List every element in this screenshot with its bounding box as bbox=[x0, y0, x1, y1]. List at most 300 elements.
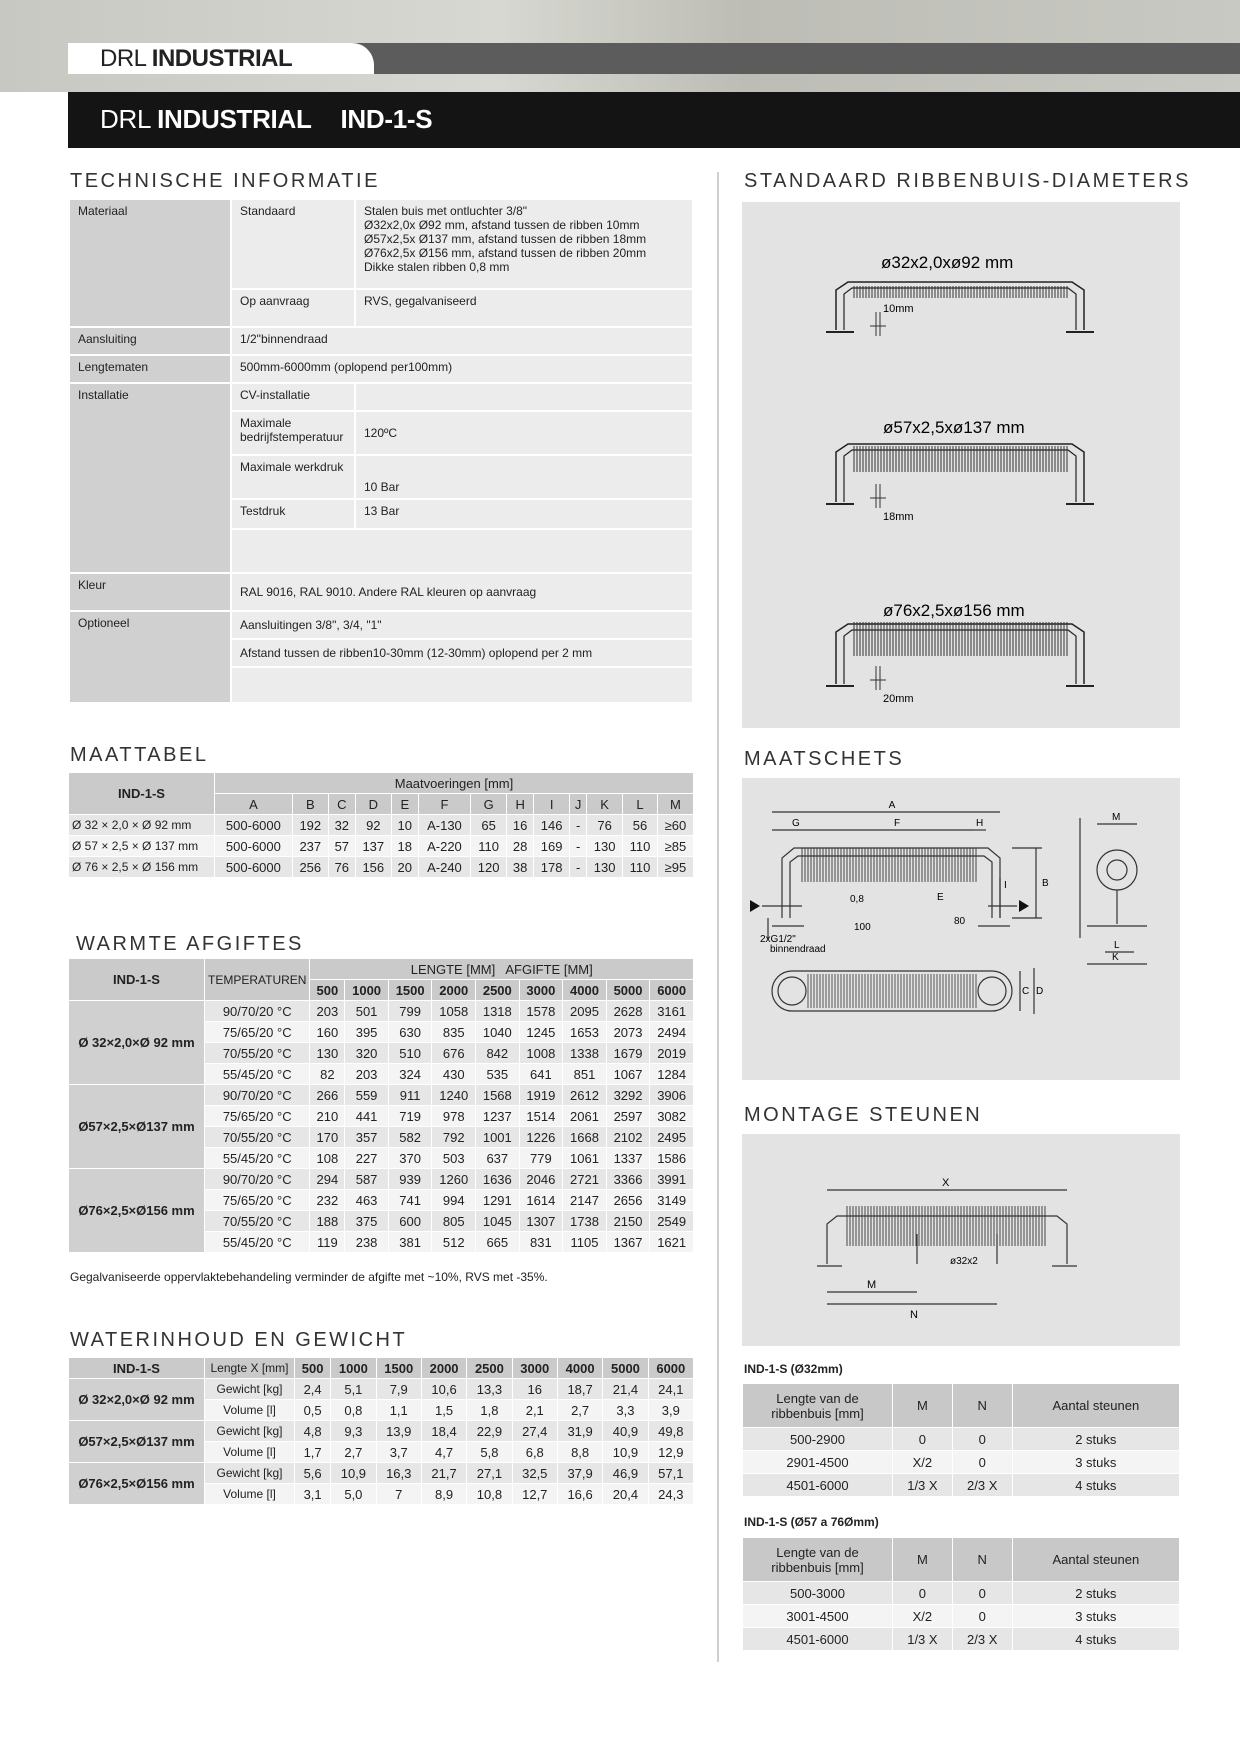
maattabel-col-header: I bbox=[534, 794, 570, 815]
maattabel-col-header: F bbox=[418, 794, 470, 815]
maatschets-fins bbox=[802, 848, 976, 882]
water-volume-cell: 8,9 bbox=[421, 1484, 466, 1505]
label-fin: 0,8 bbox=[850, 894, 864, 905]
warmte-cell: 1318 bbox=[476, 1001, 520, 1022]
side-view-inner bbox=[1107, 860, 1127, 880]
water-volume-cell: 6,8 bbox=[512, 1442, 557, 1463]
radiator-frame-inner bbox=[844, 450, 1076, 502]
warmte-cell: 1679 bbox=[606, 1043, 650, 1064]
warmte-cell: 160 bbox=[310, 1022, 345, 1043]
maattabel-col-header: G bbox=[471, 794, 507, 815]
water-volume-cell: 1,1 bbox=[376, 1400, 421, 1421]
warmte-cell: 1668 bbox=[563, 1127, 607, 1148]
montage-caption-2: IND-1-S (Ø57 a 76Ømm) bbox=[744, 1515, 879, 1529]
water-row bbox=[69, 1463, 694, 1484]
warmte-cell: 978 bbox=[432, 1106, 476, 1127]
spacing-label-2: 18mm bbox=[883, 511, 914, 523]
warmte-temp: 70/55/20 °C bbox=[205, 1211, 310, 1232]
warmte-cell: 3366 bbox=[606, 1169, 650, 1190]
spacing-label-1: 10mm bbox=[883, 303, 914, 315]
maattabel-cell: 256 bbox=[292, 857, 328, 878]
water-volume-cell: 8,8 bbox=[557, 1442, 602, 1463]
montage-t1-cell: 0 bbox=[952, 1451, 1012, 1474]
warmte-cell: 2656 bbox=[606, 1190, 650, 1211]
warmte-cell: 1061 bbox=[563, 1148, 607, 1169]
warmte-cell: 3161 bbox=[650, 1001, 694, 1022]
montage-drawing bbox=[742, 1134, 1180, 1346]
label-i: I bbox=[1004, 880, 1007, 891]
montage-t1-cell: 4 stuks bbox=[1012, 1474, 1179, 1497]
montage-t2-row bbox=[743, 1605, 1180, 1628]
radiator-frame-inner bbox=[844, 288, 1076, 330]
warmte-row bbox=[69, 1001, 694, 1022]
ribbenbuis-panel bbox=[742, 202, 1180, 728]
water-gewicht-cell: 16,3 bbox=[376, 1463, 421, 1484]
maattabel-cell: A-220 bbox=[418, 836, 470, 857]
brand-light: DRL bbox=[100, 45, 146, 72]
water-gewicht-cell: 10,6 bbox=[421, 1379, 466, 1400]
water-volume-cell: 4,7 bbox=[421, 1442, 466, 1463]
montage-t1-cell: 0 bbox=[893, 1428, 953, 1451]
water-gewicht-cell: 21,4 bbox=[603, 1379, 648, 1400]
water-gewicht-label: Gewicht [kg] bbox=[205, 1463, 295, 1484]
maattabel-group-header: Maatvoeringen [mm] bbox=[215, 773, 694, 794]
warmte-cell: 842 bbox=[476, 1043, 520, 1064]
diameter-label-3: ø76x2,5xø156 mm bbox=[883, 601, 1025, 620]
warmte-cell: 130 bbox=[310, 1043, 345, 1064]
warmte-cell: 1067 bbox=[606, 1064, 650, 1085]
section-title-ribbenbuis: STANDAARD RIBBENBUIS-DIAMETERS bbox=[744, 170, 1191, 192]
water-volume-cell: 1,8 bbox=[467, 1400, 512, 1421]
warmte-cell: 1237 bbox=[476, 1106, 520, 1127]
warmte-col-header: 1500 bbox=[388, 980, 432, 1001]
maattabel-cell: 16 bbox=[507, 815, 534, 836]
water-gewicht-label: Gewicht [kg] bbox=[205, 1379, 295, 1400]
warmte-group-header: LENGTE [MM] AFGIFTE [MM] bbox=[310, 959, 694, 980]
tech-standaard-value bbox=[355, 199, 693, 289]
maattabel-col-header: C bbox=[328, 794, 355, 815]
warmte-cell: 203 bbox=[345, 1064, 389, 1085]
maattabel-col-header: M bbox=[657, 794, 693, 815]
tech-optioneel-1: Aansluitingen 3/8", 3/4, "1" bbox=[231, 611, 693, 639]
montage-table-1 bbox=[742, 1383, 1180, 1497]
montage-fins bbox=[847, 1206, 1045, 1246]
warmte-cell: 799 bbox=[388, 1001, 432, 1022]
warmte-cell: 1338 bbox=[563, 1043, 607, 1064]
tech-label-max-temp: Maximale bedrijfstemperatuur bbox=[231, 411, 355, 455]
arrow-out-head bbox=[1019, 900, 1029, 912]
water-col-header: 4000 bbox=[557, 1358, 602, 1379]
section-title-technische: TECHNISCHE INFORMATIE bbox=[70, 170, 380, 192]
maattabel-cell: 156 bbox=[355, 857, 391, 878]
radiator-frame bbox=[836, 444, 1084, 502]
radiator-drawing-1 bbox=[826, 282, 1094, 336]
montage-t2-header: Aantal steunen bbox=[1012, 1538, 1179, 1582]
warmte-temp: 90/70/20 °C bbox=[205, 1001, 310, 1022]
label-conn-2: binnendraad bbox=[770, 944, 826, 955]
maattabel-cell: 20 bbox=[391, 857, 418, 878]
maattabel-cell: 192 bbox=[292, 815, 328, 836]
montage-t1-cell: 2 stuks bbox=[1012, 1428, 1179, 1451]
water-volume-label: Volume [l] bbox=[205, 1442, 295, 1463]
tech-label-max-druk: Maximale werkdruk bbox=[231, 455, 355, 499]
montage-t2-cell: 0 bbox=[893, 1582, 953, 1605]
maattabel-row-label: Ø 57 × 2,5 × Ø 137 mm bbox=[69, 836, 215, 857]
montage-t2-cell: 0 bbox=[952, 1582, 1012, 1605]
warmte-cell: 911 bbox=[388, 1085, 432, 1106]
tech-label-kleur: Kleur bbox=[69, 573, 231, 611]
tech-optioneel-empty bbox=[231, 667, 693, 703]
warmte-cell: 600 bbox=[388, 1211, 432, 1232]
warmte-temp: 55/45/20 °C bbox=[205, 1148, 310, 1169]
warmte-cell: 227 bbox=[345, 1148, 389, 1169]
warmte-cell: 82 bbox=[310, 1064, 345, 1085]
label-g: G bbox=[792, 818, 800, 829]
title-bar bbox=[68, 92, 1240, 148]
warmte-table bbox=[68, 958, 694, 1253]
water-volume-label: Volume [l] bbox=[205, 1400, 295, 1421]
maattabel-cell: - bbox=[570, 836, 587, 857]
maattabel-cell: 18 bbox=[391, 836, 418, 857]
montage-table-2 bbox=[742, 1537, 1180, 1651]
warmte-temp: 75/65/20 °C bbox=[205, 1106, 310, 1127]
warmte-temp: 75/65/20 °C bbox=[205, 1190, 310, 1211]
maattabel-cell: 110 bbox=[623, 836, 658, 857]
label-n-montage: N bbox=[910, 1309, 918, 1321]
warmte-cell: 1621 bbox=[650, 1232, 694, 1253]
water-gewicht-cell: 10,9 bbox=[331, 1463, 376, 1484]
brand-tab bbox=[68, 43, 374, 74]
montage-t1-cell: 3 stuks bbox=[1012, 1451, 1179, 1474]
tech-standaard-line: Ø57x2,5x Ø137 mm, afstand tussen de ribben 18mm bbox=[364, 232, 647, 246]
water-table bbox=[68, 1357, 694, 1505]
montage-t2-cell: 500-3000 bbox=[743, 1582, 893, 1605]
water-gewicht-cell: 32,5 bbox=[512, 1463, 557, 1484]
tech-standaard-line: Dikke stalen ribben 0,8 mm bbox=[364, 260, 510, 274]
warmte-temp: 75/65/20 °C bbox=[205, 1022, 310, 1043]
title-light: DRL bbox=[100, 104, 151, 134]
tech-label-aansluiting: Aansluiting bbox=[69, 327, 231, 355]
montage-t2-cell: 1/3 X bbox=[893, 1628, 953, 1651]
warmte-col-header: 6000 bbox=[650, 980, 694, 1001]
warmte-cell: 835 bbox=[432, 1022, 476, 1043]
warmte-cell: 535 bbox=[476, 1064, 520, 1085]
maattabel-cell: 65 bbox=[471, 815, 507, 836]
warmte-cell: 188 bbox=[310, 1211, 345, 1232]
maattabel-row bbox=[69, 836, 694, 857]
section-title-warmte: WARMTE AFGIFTES bbox=[76, 933, 304, 955]
warmte-temp: 90/70/20 °C bbox=[205, 1085, 310, 1106]
warmte-cell: 3991 bbox=[650, 1169, 694, 1190]
radiator-frame bbox=[836, 624, 1084, 684]
montage-t1-row bbox=[743, 1474, 1180, 1497]
warmte-cell: 3149 bbox=[650, 1190, 694, 1211]
title-model: IND-1-S bbox=[340, 104, 433, 134]
maattabel-row-label: Ø 76 × 2,5 × Ø 156 mm bbox=[69, 857, 215, 878]
water-gewicht-cell: 7,9 bbox=[376, 1379, 421, 1400]
warmte-cell: 463 bbox=[345, 1190, 389, 1211]
label-h: H bbox=[976, 818, 984, 829]
label-m-montage: M bbox=[867, 1279, 877, 1291]
maattabel-cell: 10 bbox=[391, 815, 418, 836]
maattabel-table bbox=[68, 772, 694, 878]
montage-t2-header: N bbox=[952, 1538, 1012, 1582]
warmte-cell: 851 bbox=[563, 1064, 607, 1085]
montage-t2-cell: 0 bbox=[952, 1605, 1012, 1628]
maattabel-cell: 146 bbox=[534, 815, 570, 836]
montage-t2-header: M bbox=[893, 1538, 953, 1582]
warmte-cell: 1245 bbox=[519, 1022, 563, 1043]
water-gewicht-cell: 49,8 bbox=[648, 1421, 693, 1442]
warmte-cell: 1001 bbox=[476, 1127, 520, 1148]
warmte-cell: 1040 bbox=[476, 1022, 520, 1043]
tech-info-table bbox=[68, 198, 694, 704]
montage-t2-cell: 3001-4500 bbox=[743, 1605, 893, 1628]
warmte-cell: 1240 bbox=[432, 1085, 476, 1106]
warmte-cell: 582 bbox=[388, 1127, 432, 1148]
maattabel-cell: 137 bbox=[355, 836, 391, 857]
water-volume-cell: 3,1 bbox=[295, 1484, 331, 1505]
water-volume-cell: 5,0 bbox=[331, 1484, 376, 1505]
warmte-cell: 1653 bbox=[563, 1022, 607, 1043]
warmte-cell: 1514 bbox=[519, 1106, 563, 1127]
label-l: L bbox=[1114, 940, 1120, 951]
maattabel-col-header: H bbox=[507, 794, 534, 815]
maattabel-col-header: B bbox=[292, 794, 328, 815]
warmte-cell: 1260 bbox=[432, 1169, 476, 1190]
warmte-corner: IND-1-S bbox=[69, 959, 205, 1001]
maattabel-cell: 500-6000 bbox=[215, 836, 293, 857]
tech-optioneel-2: Afstand tussen de ribben10-30mm (12-30mm) oplopend per 2 mm bbox=[231, 639, 693, 667]
warmte-cell: 3906 bbox=[650, 1085, 694, 1106]
water-col-header: 2500 bbox=[467, 1358, 512, 1379]
tech-label-materiaal: Materiaal bbox=[69, 199, 231, 327]
montage-t1-row bbox=[743, 1428, 1180, 1451]
warmte-col-header: 3000 bbox=[519, 980, 563, 1001]
diameter-label-1: ø32x2,0xø92 mm bbox=[881, 253, 1014, 272]
warmte-cell: 2147 bbox=[563, 1190, 607, 1211]
warmte-cell: 3082 bbox=[650, 1106, 694, 1127]
warmte-cell: 210 bbox=[310, 1106, 345, 1127]
warmte-cell: 294 bbox=[310, 1169, 345, 1190]
water-gewicht-cell: 40,9 bbox=[603, 1421, 648, 1442]
water-volume-cell: 3,7 bbox=[376, 1442, 421, 1463]
montage-t2-row bbox=[743, 1628, 1180, 1651]
warmte-col-header: 2500 bbox=[476, 980, 520, 1001]
side-view-circle bbox=[1097, 850, 1137, 890]
maattabel-cell: ≥60 bbox=[657, 815, 693, 836]
maattabel-row bbox=[69, 815, 694, 836]
label-h100: 100 bbox=[854, 922, 871, 933]
warmte-cell: 792 bbox=[432, 1127, 476, 1148]
montage-t2-cell: X/2 bbox=[893, 1605, 953, 1628]
warmte-cell: 2721 bbox=[563, 1169, 607, 1190]
water-col-header: 500 bbox=[295, 1358, 331, 1379]
warmte-group-label: Ø 32×2,0×Ø 92 mm bbox=[69, 1001, 205, 1085]
maattabel-cell: 237 bbox=[292, 836, 328, 857]
warmte-cell: 2046 bbox=[519, 1169, 563, 1190]
warmte-cell: 510 bbox=[388, 1043, 432, 1064]
warmte-cell: 1586 bbox=[650, 1148, 694, 1169]
warmte-row bbox=[69, 1169, 694, 1190]
water-volume-cell: 20,4 bbox=[603, 1484, 648, 1505]
water-group-label: Ø57×2,5×Ø137 mm bbox=[69, 1421, 205, 1463]
montage-t1-cell: 1/3 X bbox=[893, 1474, 953, 1497]
warmte-cell: 395 bbox=[345, 1022, 389, 1043]
water-col-header: 3000 bbox=[512, 1358, 557, 1379]
tech-testdruk-value: 13 Bar bbox=[355, 499, 693, 529]
warmte-cell: 1105 bbox=[563, 1232, 607, 1253]
warmte-cell: 831 bbox=[519, 1232, 563, 1253]
section-title-maatschets: MAATSCHETS bbox=[744, 748, 905, 770]
water-gewicht-cell: 46,9 bbox=[603, 1463, 648, 1484]
section-title-maattabel: MAATTABEL bbox=[70, 744, 209, 766]
warmte-cell: 1226 bbox=[519, 1127, 563, 1148]
warmte-cell: 805 bbox=[432, 1211, 476, 1232]
warmte-cell: 1045 bbox=[476, 1211, 520, 1232]
warmte-cell: 1367 bbox=[606, 1232, 650, 1253]
arrow-in-head bbox=[750, 900, 760, 912]
montage-panel bbox=[742, 1134, 1180, 1346]
water-volume-cell: 3,9 bbox=[648, 1400, 693, 1421]
radiator-drawing-3 bbox=[826, 622, 1094, 690]
warmte-cell: 501 bbox=[345, 1001, 389, 1022]
water-volume-cell: 0,5 bbox=[295, 1400, 331, 1421]
warmte-col-header: 1000 bbox=[345, 980, 389, 1001]
water-row bbox=[69, 1421, 694, 1442]
warmte-cell: 2494 bbox=[650, 1022, 694, 1043]
maattabel-cell: 76 bbox=[328, 857, 355, 878]
water-volume-cell: 16,6 bbox=[557, 1484, 602, 1505]
water-gewicht-cell: 9,3 bbox=[331, 1421, 376, 1442]
warmte-cell: 2095 bbox=[563, 1001, 607, 1022]
tech-label-op-aanvraag: Op aanvraag bbox=[231, 289, 355, 327]
water-gewicht-cell: 2,4 bbox=[295, 1379, 331, 1400]
maattabel-cell: 56 bbox=[623, 815, 658, 836]
maatschets-fins-top-view bbox=[808, 974, 976, 1008]
warmte-cell: 637 bbox=[476, 1148, 520, 1169]
warmte-cell: 375 bbox=[345, 1211, 389, 1232]
warmte-cell: 1337 bbox=[606, 1148, 650, 1169]
maattabel-col-header: J bbox=[570, 794, 587, 815]
maattabel-cell: 28 bbox=[507, 836, 534, 857]
maattabel-cell: 110 bbox=[623, 857, 658, 878]
maattabel-cell: 500-6000 bbox=[215, 815, 293, 836]
tech-cv-value bbox=[355, 383, 693, 411]
warmte-cell: 1008 bbox=[519, 1043, 563, 1064]
water-volume-cell: 2,1 bbox=[512, 1400, 557, 1421]
montage-t1-header: M bbox=[893, 1384, 953, 1428]
warmte-col-header: 4000 bbox=[563, 980, 607, 1001]
label-h80: 80 bbox=[954, 916, 966, 927]
water-volume-cell: 1,7 bbox=[295, 1442, 331, 1463]
water-gewicht-label: Gewicht [kg] bbox=[205, 1421, 295, 1442]
warmte-cell: 370 bbox=[388, 1148, 432, 1169]
label-c: C bbox=[1022, 986, 1030, 997]
maattabel-row-label: Ø 32 × 2,0 × Ø 92 mm bbox=[69, 815, 215, 836]
water-gewicht-cell: 18,4 bbox=[421, 1421, 466, 1442]
water-gewicht-cell: 27,1 bbox=[467, 1463, 512, 1484]
warmte-cell: 381 bbox=[388, 1232, 432, 1253]
water-volume-cell: 12,9 bbox=[648, 1442, 693, 1463]
water-col-header: 1000 bbox=[331, 1358, 376, 1379]
warmte-cell: 357 bbox=[345, 1127, 389, 1148]
top-view-circle-left bbox=[778, 977, 806, 1005]
warmte-cell: 2597 bbox=[606, 1106, 650, 1127]
radiator-drawing-2 bbox=[826, 444, 1094, 508]
water-volume-cell: 10,9 bbox=[603, 1442, 648, 1463]
montage-t1-cell: X/2 bbox=[893, 1451, 953, 1474]
montage-frame bbox=[827, 1216, 1067, 1264]
tech-standaard-line: Ø76x2,5x Ø156 mm, afstand tussen de ribben 20mm bbox=[364, 246, 647, 260]
water-gewicht-cell: 21,7 bbox=[421, 1463, 466, 1484]
label-b: B bbox=[1042, 878, 1049, 889]
label-e: E bbox=[937, 892, 944, 903]
water-gewicht-cell: 16 bbox=[512, 1379, 557, 1400]
water-volume-cell: 2,7 bbox=[557, 1400, 602, 1421]
tech-kleur-value: RAL 9016, RAL 9010. Andere RAL kleuren op aanvraag bbox=[231, 573, 693, 611]
ribbenbuis-drawings bbox=[742, 202, 1180, 728]
maattabel-cell: 57 bbox=[328, 836, 355, 857]
warmte-cell: 559 bbox=[345, 1085, 389, 1106]
water-volume-label: Volume [l] bbox=[205, 1484, 295, 1505]
water-row bbox=[69, 1379, 694, 1400]
maattabel-col-header: K bbox=[587, 794, 623, 815]
maattabel-cell: 130 bbox=[587, 836, 623, 857]
water-col-header: 2000 bbox=[421, 1358, 466, 1379]
label-d: D bbox=[1036, 986, 1044, 997]
warmte-cell: 2495 bbox=[650, 1127, 694, 1148]
warmte-cell: 1568 bbox=[476, 1085, 520, 1106]
water-col-header: 6000 bbox=[648, 1358, 693, 1379]
maattabel-cell: ≥85 bbox=[657, 836, 693, 857]
water-volume-cell: 10,8 bbox=[467, 1484, 512, 1505]
tech-label-optioneel: Optioneel bbox=[69, 611, 231, 703]
tech-installatie-empty bbox=[231, 529, 693, 573]
tech-cv: CV-installatie bbox=[231, 383, 355, 411]
tech-standaard-line: Ø32x2,0x Ø92 mm, afstand tussen de ribben 10mm bbox=[364, 218, 640, 232]
water-gewicht-cell: 22,9 bbox=[467, 1421, 512, 1442]
maattabel-cell: 110 bbox=[471, 836, 507, 857]
warmte-cell: 430 bbox=[432, 1064, 476, 1085]
maattabel-cell: 92 bbox=[355, 815, 391, 836]
water-gewicht-cell: 13,3 bbox=[467, 1379, 512, 1400]
water-group-label: Ø 32×2,0×Ø 92 mm bbox=[69, 1379, 205, 1421]
warmte-cell: 939 bbox=[388, 1169, 432, 1190]
montage-t1-cell: 2/3 X bbox=[952, 1474, 1012, 1497]
montage-t1-header: Aantal steunen bbox=[1012, 1384, 1179, 1428]
warmte-cell: 1919 bbox=[519, 1085, 563, 1106]
radiator-frame bbox=[836, 282, 1084, 330]
water-gewicht-cell: 5,1 bbox=[331, 1379, 376, 1400]
water-col-header: 5000 bbox=[603, 1358, 648, 1379]
warmte-cell: 320 bbox=[345, 1043, 389, 1064]
montage-t2-cell: 2/3 X bbox=[952, 1628, 1012, 1651]
maattabel-cell: - bbox=[570, 857, 587, 878]
warmte-temp: 70/55/20 °C bbox=[205, 1043, 310, 1064]
warmte-cell: 2612 bbox=[563, 1085, 607, 1106]
section-title-montage: MONTAGE STEUNEN bbox=[744, 1104, 983, 1126]
warmte-col-header: 500 bbox=[310, 980, 345, 1001]
tech-label-testdruk: Testdruk bbox=[231, 499, 355, 529]
warmte-group-label: Ø76×2,5×Ø156 mm bbox=[69, 1169, 205, 1253]
montage-t1-row bbox=[743, 1451, 1180, 1474]
maattabel-cell: 32 bbox=[328, 815, 355, 836]
warmte-cell: 2073 bbox=[606, 1022, 650, 1043]
montage-t1-cell: 4501-6000 bbox=[743, 1474, 893, 1497]
tech-lengtematen-value: 500mm-6000mm (oplopend per100mm) bbox=[231, 355, 693, 383]
water-gewicht-cell: 5,6 bbox=[295, 1463, 331, 1484]
